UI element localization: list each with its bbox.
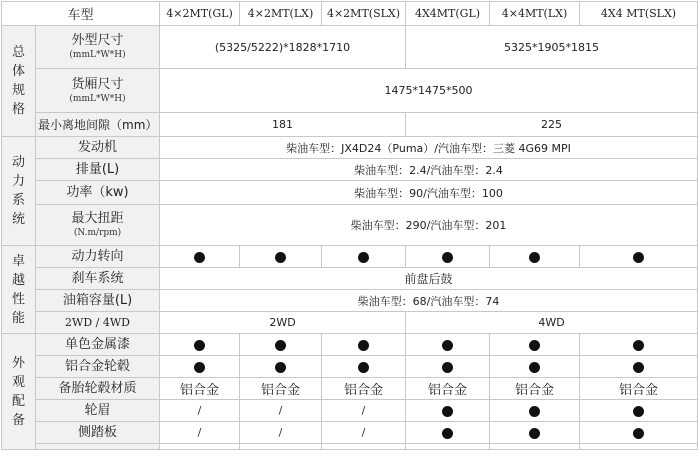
filled-dot-icon <box>529 340 540 351</box>
label-continuation <box>36 444 160 450</box>
steering-cell <box>580 246 698 268</box>
label-drive: 2WD / 4WD <box>36 312 160 334</box>
label-alloy-wheels: 铝合金轮毂 <box>36 356 160 378</box>
side-step-cell: / <box>160 422 240 444</box>
label-fender: 轮眉 <box>36 400 160 422</box>
label-power: 功率（kw) <box>36 181 160 205</box>
alloy-cell <box>322 356 406 378</box>
spare-cell: 铝合金 <box>406 378 490 400</box>
steering-cell <box>240 246 322 268</box>
filled-dot-icon <box>633 252 644 263</box>
filled-dot-icon <box>442 406 453 417</box>
filled-dot-icon <box>529 406 540 417</box>
header-model-6: 4X4 MT(SLX) <box>580 2 698 26</box>
value-drive-2wd: 2WD <box>160 312 406 334</box>
filled-dot-icon <box>442 362 453 373</box>
label-spare-wheel: 备胎轮毂材质 <box>36 378 160 400</box>
filled-dot-icon <box>633 340 644 351</box>
filled-dot-icon <box>529 252 540 263</box>
side-step-cell <box>490 422 580 444</box>
value-engine: 柴油车型：JX4D24（Puma）/汽油车型：三菱 4G69 MPI <box>160 137 698 159</box>
alloy-cell <box>580 356 698 378</box>
row-drive <box>2 312 698 334</box>
side-step-cell: / <box>322 422 406 444</box>
label-steering: 动力转向 <box>36 246 160 268</box>
row-displacement <box>2 159 698 181</box>
filled-dot-icon <box>633 362 644 373</box>
label-brakes: 刹车系统 <box>36 268 160 290</box>
fender-cell <box>580 400 698 422</box>
label-outer-size: 外型尺寸 (mmL*W*H) <box>36 26 160 69</box>
spare-cell: 铝合金 <box>580 378 698 400</box>
value-cargo-size: 1475*1475*500 <box>160 69 698 113</box>
fender-cell <box>490 400 580 422</box>
group-size: 总 体 规 格 <box>2 26 36 137</box>
alloy-cell <box>490 356 580 378</box>
label-side-step: 侧踏板 <box>36 422 160 444</box>
paint-cell <box>580 334 698 356</box>
value-clearance-4wd: 225 <box>406 113 698 137</box>
filled-dot-icon <box>275 340 286 351</box>
value-power: 柴油车型：90/汽油车型：100 <box>160 181 698 205</box>
label-clearance: 最小离地间隙（mm） <box>36 113 160 137</box>
spare-cell: 铝合金 <box>322 378 406 400</box>
header-model-1: 4×2MT(GL) <box>160 2 240 26</box>
side-step-cell: / <box>240 422 322 444</box>
value-clearance-2wd: 181 <box>160 113 406 137</box>
label-paint: 单色金属漆 <box>36 334 160 356</box>
header-model-2: 4×2MT(LX) <box>240 2 322 26</box>
paint-cell <box>490 334 580 356</box>
label-displacement: 排量(L) <box>36 159 160 181</box>
filled-dot-icon <box>529 362 540 373</box>
alloy-cell <box>406 356 490 378</box>
filled-dot-icon <box>633 428 644 439</box>
filled-dot-icon <box>633 406 644 417</box>
filled-dot-icon <box>275 252 286 263</box>
fender-cell <box>406 400 490 422</box>
filled-dot-icon <box>442 428 453 439</box>
paint-cell <box>322 334 406 356</box>
row-engine <box>2 137 698 159</box>
side-step-cell <box>580 422 698 444</box>
filled-dot-icon <box>358 340 369 351</box>
steering-cell <box>490 246 580 268</box>
continuation-cell <box>580 444 698 450</box>
spare-cell: 铝合金 <box>490 378 580 400</box>
group-performance: 卓 越 性 能 <box>2 246 36 334</box>
label-cargo-size: 货厢尺寸 (mmL*W*H) <box>36 69 160 113</box>
paint-cell <box>406 334 490 356</box>
header-model-5: 4×4MT(LX) <box>490 2 580 26</box>
value-outer-size-2wd: (5325/5222)*1828*1710 <box>160 26 406 69</box>
row-outer-size <box>2 26 698 69</box>
row-cargo-size <box>2 69 698 113</box>
filled-dot-icon <box>194 340 205 351</box>
filled-dot-icon <box>358 252 369 263</box>
row-paint <box>2 334 698 356</box>
continuation-cell <box>322 444 406 450</box>
row-side-step <box>2 422 698 444</box>
row-spare-wheel <box>2 378 698 400</box>
row-fender <box>2 400 698 422</box>
value-displacement: 柴油车型：2.4/汽油车型：2.4 <box>160 159 698 181</box>
fender-cell: / <box>322 400 406 422</box>
row-steering <box>2 246 698 268</box>
row-torque <box>2 205 698 246</box>
filled-dot-icon <box>442 340 453 351</box>
filled-dot-icon <box>275 362 286 373</box>
filled-dot-icon <box>194 252 205 263</box>
row-power <box>2 181 698 205</box>
row-clearance <box>2 113 698 137</box>
alloy-cell <box>240 356 322 378</box>
fender-cell: / <box>240 400 322 422</box>
filled-dot-icon <box>442 252 453 263</box>
label-torque: 最大扭距 (N.m/rpm) <box>36 205 160 246</box>
header-model-label: 车型 <box>2 2 160 26</box>
spare-cell: 铝合金 <box>240 378 322 400</box>
alloy-cell <box>160 356 240 378</box>
steering-cell <box>406 246 490 268</box>
row-fuel-tank <box>2 290 698 312</box>
header-model-4: 4X4MT(GL) <box>406 2 490 26</box>
spare-cell: 铝合金 <box>160 378 240 400</box>
value-torque: 柴油车型：290/汽油车型：201 <box>160 205 698 246</box>
label-fuel-tank: 油箱容量(L) <box>36 290 160 312</box>
fender-cell: / <box>160 400 240 422</box>
paint-cell <box>160 334 240 356</box>
continuation-cell <box>240 444 322 450</box>
filled-dot-icon <box>529 428 540 439</box>
steering-cell <box>322 246 406 268</box>
row-brakes <box>2 268 698 290</box>
row-alloy-wheels <box>2 356 698 378</box>
continuation-cell <box>490 444 580 450</box>
row-continuation <box>2 444 698 450</box>
value-drive-4wd: 4WD <box>406 312 698 334</box>
value-brakes: 前盘后鼓 <box>160 268 698 290</box>
continuation-cell <box>406 444 490 450</box>
group-power: 动 力 系 统 <box>2 137 36 246</box>
group-appearance: 外 观 配 备 <box>2 334 36 450</box>
value-fuel-tank: 柴油车型：68/汽油车型：74 <box>160 290 698 312</box>
steering-cell <box>160 246 240 268</box>
label-engine: 发动机 <box>36 137 160 159</box>
value-outer-size-4wd: 5325*1905*1815 <box>406 26 698 69</box>
filled-dot-icon <box>194 362 205 373</box>
paint-cell <box>240 334 322 356</box>
side-step-cell <box>406 422 490 444</box>
filled-dot-icon <box>358 362 369 373</box>
spec-table <box>1 1 698 450</box>
header-row <box>2 2 698 26</box>
header-model-3: 4×2MT(SLX) <box>322 2 406 26</box>
continuation-cell <box>160 444 240 450</box>
